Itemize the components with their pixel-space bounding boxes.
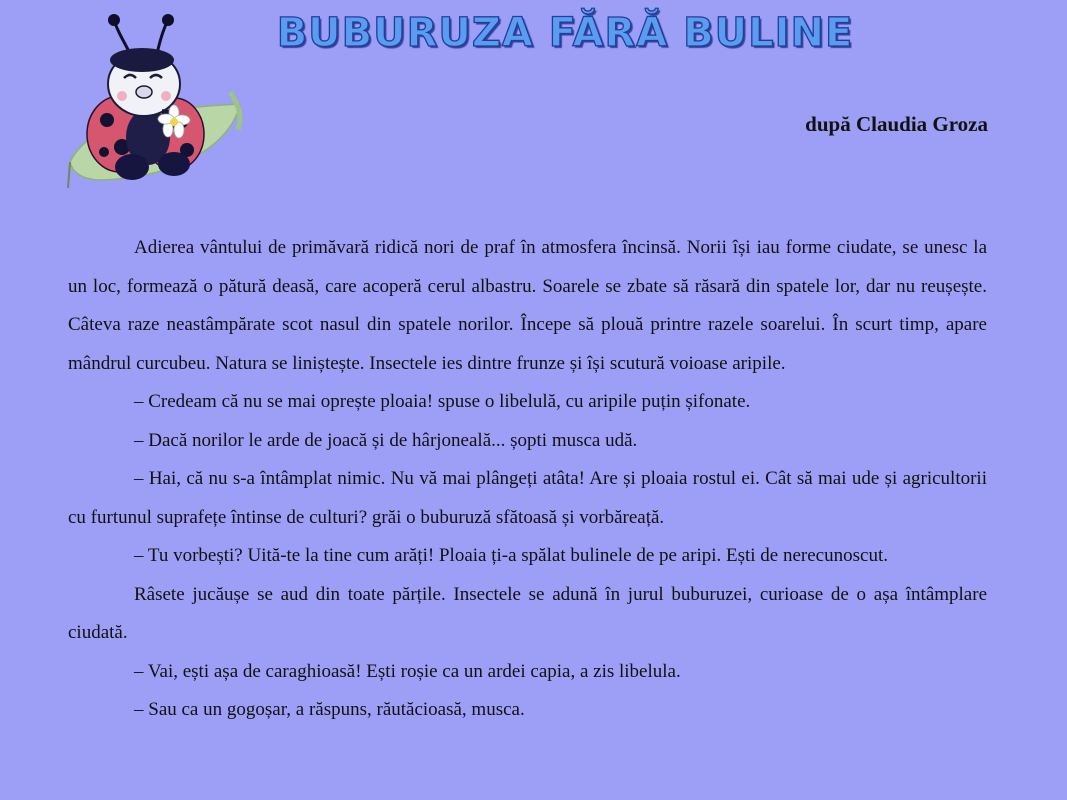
dialogue-line: – Sau ca un gogoșar, a răspuns, răutăcioasă, musca.: [134, 699, 525, 720]
dialogue-line: – Hai, că nu s-a întâmplat nimic. Nu vă mai plângeți atâta! Are și ploaia rostul ei. Cât să mai ude și agricultorii cu furtunul suprafețe întinse de culturi? grăi o buburuză sfătoasă și vorbăreață.: [68, 468, 987, 528]
dialogue-line: – Vai, ești așa de caraghioasă! Ești roșie ca un ardei capia, a zis libelula.: [134, 660, 681, 682]
dialogue-line: – Tu vorbești? Uită-te la tine cum arăți! Ploaia ți-a spălat bulinele de pe aripi. Ești de nerecunoscut.: [134, 545, 888, 566]
story-body: [68, 229, 987, 730]
dialogue-line: – Dacă norilor le arde de joacă și de hârjoneală... șopti musca udă.: [134, 429, 638, 451]
story-paragraph: Adierea vântului de primăvară ridică nori de praf în atmosfera încinsă. Norii își iau forme ciudate, se unesc la un loc, formează o pătură deasă, care acoperă cerul albastru. Soarele se zbate să răsară din spatele lor, dar nu reușește. Câteva raze neastâmpărate scot nasul din spatele norilor. Începe să plouă printre razele soarelui. În scurt timp, apare mândrul curcubeu. Natura se liniștește. Insectele ies dintre frunze și își scutură voioase aripile.: [68, 237, 987, 374]
story-author: după Claudia Groza: [805, 112, 988, 136]
dialogue-line: – Credeam că nu se mai oprește ploaia! spuse o libelulă, cu aripile puțin șifonate.: [134, 391, 751, 412]
leaf-stem: [68, 162, 70, 188]
story-title: BUBURUZA FĂRĂ BULINE: [276, 10, 854, 56]
story-paragraph: Râsete jucăușe se aud din toate părțile. Insectele se adună în jurul buburuzei, curioase de o așa întâmplare ciudată.: [68, 583, 987, 643]
